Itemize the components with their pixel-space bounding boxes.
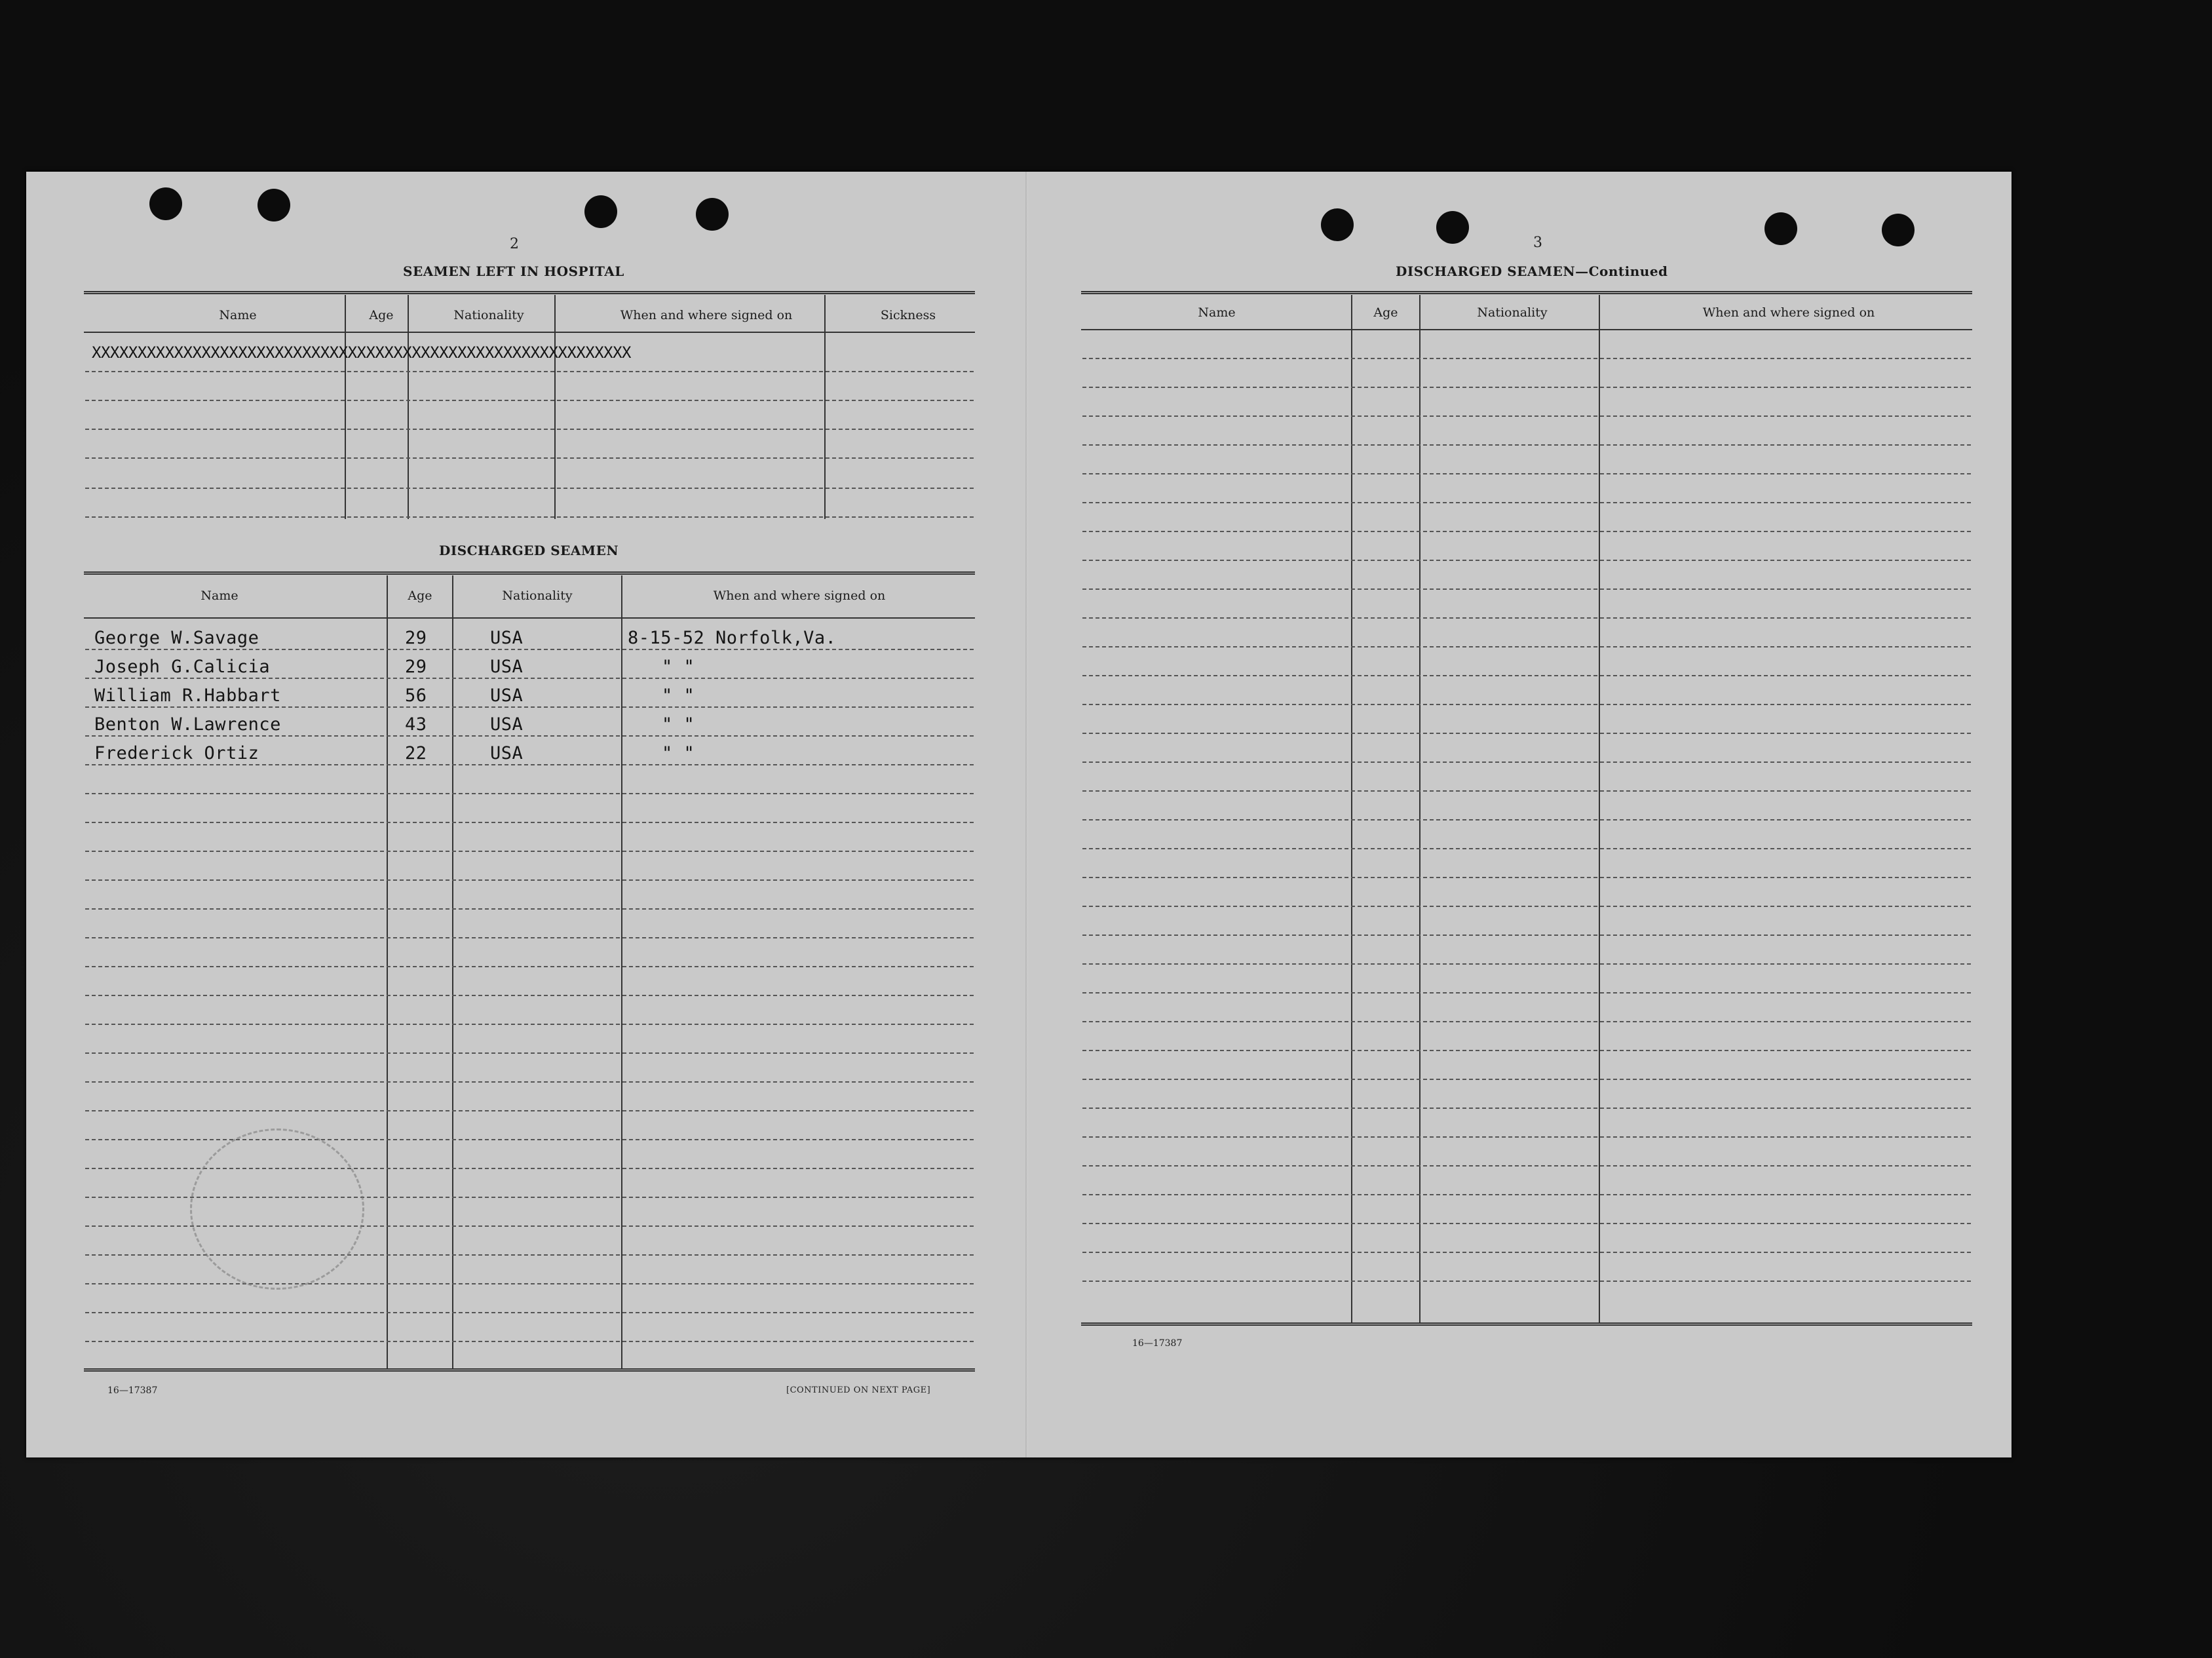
ruled-line	[1082, 1136, 1971, 1138]
ruled-line	[1082, 935, 1971, 936]
ruled-line	[1082, 617, 1971, 619]
col-age: Age	[1373, 305, 1398, 320]
ruled-line	[1082, 1223, 1971, 1224]
table-top-rule	[1081, 291, 1972, 294]
ruled-line	[1082, 473, 1971, 474]
ruled-line	[1082, 963, 1971, 965]
seaman-name: Joseph G.Calicia	[94, 657, 271, 677]
col-age: Age	[369, 308, 394, 322]
col-signed-on: When and where signed on	[713, 588, 886, 603]
col-nationality: Nationality	[1477, 305, 1548, 320]
ruled-line	[1082, 992, 1971, 993]
seaman-age: 22	[405, 743, 427, 763]
ruled-line	[85, 400, 974, 401]
table-top-rule	[84, 571, 975, 575]
ruled-line	[85, 822, 974, 823]
ruled-line	[1082, 415, 1971, 417]
column-divider	[1351, 295, 1352, 1322]
seaman-nationality: USA	[490, 628, 524, 648]
ruled-line	[1082, 531, 1971, 532]
ruled-line	[85, 937, 974, 938]
ruled-line	[85, 1081, 974, 1083]
seaman-signed-on: 8-15-52 Norfolk,Va.	[628, 628, 837, 648]
page-3	[1029, 172, 2012, 1457]
ruled-line	[85, 516, 974, 518]
ruled-line	[85, 1052, 974, 1054]
column-divider	[345, 295, 346, 519]
ruled-line	[85, 908, 974, 910]
ruled-line	[1082, 1165, 1971, 1166]
ruled-line	[85, 995, 974, 996]
column-divider	[452, 575, 453, 1368]
document-spread	[26, 172, 2012, 1457]
seaman-nationality: USA	[490, 714, 524, 735]
table-top-rule	[84, 291, 975, 294]
ruled-line	[1082, 646, 1971, 647]
ruled-line	[1082, 906, 1971, 907]
col-nationality: Nationality	[453, 308, 524, 322]
col-name: Name	[219, 308, 257, 322]
ruled-line	[1082, 1252, 1971, 1253]
ruled-line	[1082, 1050, 1971, 1051]
ruled-line	[85, 793, 974, 794]
ruled-line	[85, 706, 974, 708]
header-rule	[84, 617, 975, 619]
ruled-line	[85, 649, 974, 650]
column-divider	[1599, 295, 1600, 1322]
seaman-nationality: USA	[490, 685, 524, 706]
ruled-line	[1082, 790, 1971, 792]
ruled-line	[85, 457, 974, 459]
seaman-name: Benton W.Lawrence	[94, 714, 281, 735]
form-code: 16—17387	[1132, 1338, 1183, 1349]
form-code: 16—17387	[107, 1385, 158, 1396]
ruled-line	[1082, 358, 1971, 359]
header-rule	[84, 332, 975, 333]
ruled-line	[1082, 1079, 1971, 1080]
ruled-line	[1082, 675, 1971, 676]
ruled-line	[1082, 877, 1971, 878]
column-divider	[621, 575, 622, 1368]
page-number: 2	[510, 236, 519, 252]
ruled-line	[85, 488, 974, 489]
ruled-line	[85, 879, 974, 881]
seaman-nationality: USA	[490, 657, 524, 677]
ruled-line	[1082, 762, 1971, 763]
ruled-line	[1082, 387, 1971, 388]
column-divider	[1419, 295, 1421, 1322]
seaman-age: 56	[405, 685, 427, 706]
ruled-line	[85, 851, 974, 852]
ruled-line	[1082, 444, 1971, 446]
column-divider	[554, 295, 556, 519]
ruled-line	[85, 1139, 974, 1140]
ruled-line	[85, 1110, 974, 1111]
ruled-line	[1082, 704, 1971, 705]
faded-stamp	[190, 1128, 364, 1290]
ruled-line	[1082, 1281, 1971, 1282]
ruled-line	[85, 735, 974, 737]
seaman-name: George W.Savage	[94, 628, 259, 648]
seaman-signed-on: " "	[662, 743, 695, 763]
ruled-line	[1082, 1108, 1971, 1109]
table-bottom-rule	[1081, 1322, 1972, 1326]
seaman-age: 29	[405, 628, 427, 648]
ruled-line	[1082, 1194, 1971, 1195]
ruled-line	[85, 371, 974, 372]
ruled-line	[85, 429, 974, 430]
header-rule	[1081, 329, 1972, 330]
ruled-line	[1082, 560, 1971, 561]
column-divider	[408, 295, 409, 519]
ruled-line	[85, 1341, 974, 1342]
ruled-line	[85, 1312, 974, 1313]
column-divider	[824, 295, 826, 519]
table-bottom-rule	[84, 1368, 975, 1372]
ruled-line	[85, 1283, 974, 1284]
col-name: Name	[200, 588, 238, 603]
seaman-name: Frederick Ortiz	[94, 743, 259, 763]
seaman-age: 29	[405, 657, 427, 677]
seaman-name: William R.Habbart	[94, 685, 281, 706]
page-number: 3	[1533, 235, 1542, 251]
col-signed-on: When and where signed on	[1702, 305, 1875, 320]
seaman-signed-on: " "	[662, 714, 695, 735]
col-nationality: Nationality	[502, 588, 573, 603]
ruled-line	[1082, 588, 1971, 590]
seaman-nationality: USA	[490, 743, 524, 763]
ruled-line	[1082, 502, 1971, 503]
ruled-line	[1082, 819, 1971, 820]
col-age: Age	[408, 588, 432, 603]
struck-through-entry: XXXXXXXXXXXXXXXXXXXXXXXXXXXXXXXXXXXXXXXXXXXXXXXXXXXXXXXXXXX	[92, 343, 632, 362]
ruled-line	[85, 966, 974, 967]
column-divider	[387, 575, 388, 1368]
col-name: Name	[1198, 305, 1236, 320]
col-signed-on: When and where signed on	[620, 308, 793, 322]
col-sickness: Sickness	[880, 308, 936, 322]
hospital-section-title: SEAMEN LEFT IN HOSPITAL	[403, 263, 624, 279]
ruled-line	[1082, 1021, 1971, 1022]
discharged-section-title: DISCHARGED SEAMEN	[439, 543, 619, 558]
seaman-age: 43	[405, 714, 427, 735]
ruled-line	[85, 764, 974, 765]
ruled-line	[1082, 848, 1971, 849]
seaman-signed-on: " "	[662, 657, 695, 677]
discharged-continued-title: DISCHARGED SEAMEN—Continued	[1396, 263, 1668, 279]
ruled-line	[1082, 733, 1971, 734]
page-2	[26, 172, 1025, 1457]
seaman-signed-on: " "	[662, 685, 695, 706]
continued-note: [CONTINUED ON NEXT PAGE]	[786, 1385, 931, 1395]
ruled-line	[85, 1024, 974, 1025]
ruled-line	[85, 678, 974, 679]
